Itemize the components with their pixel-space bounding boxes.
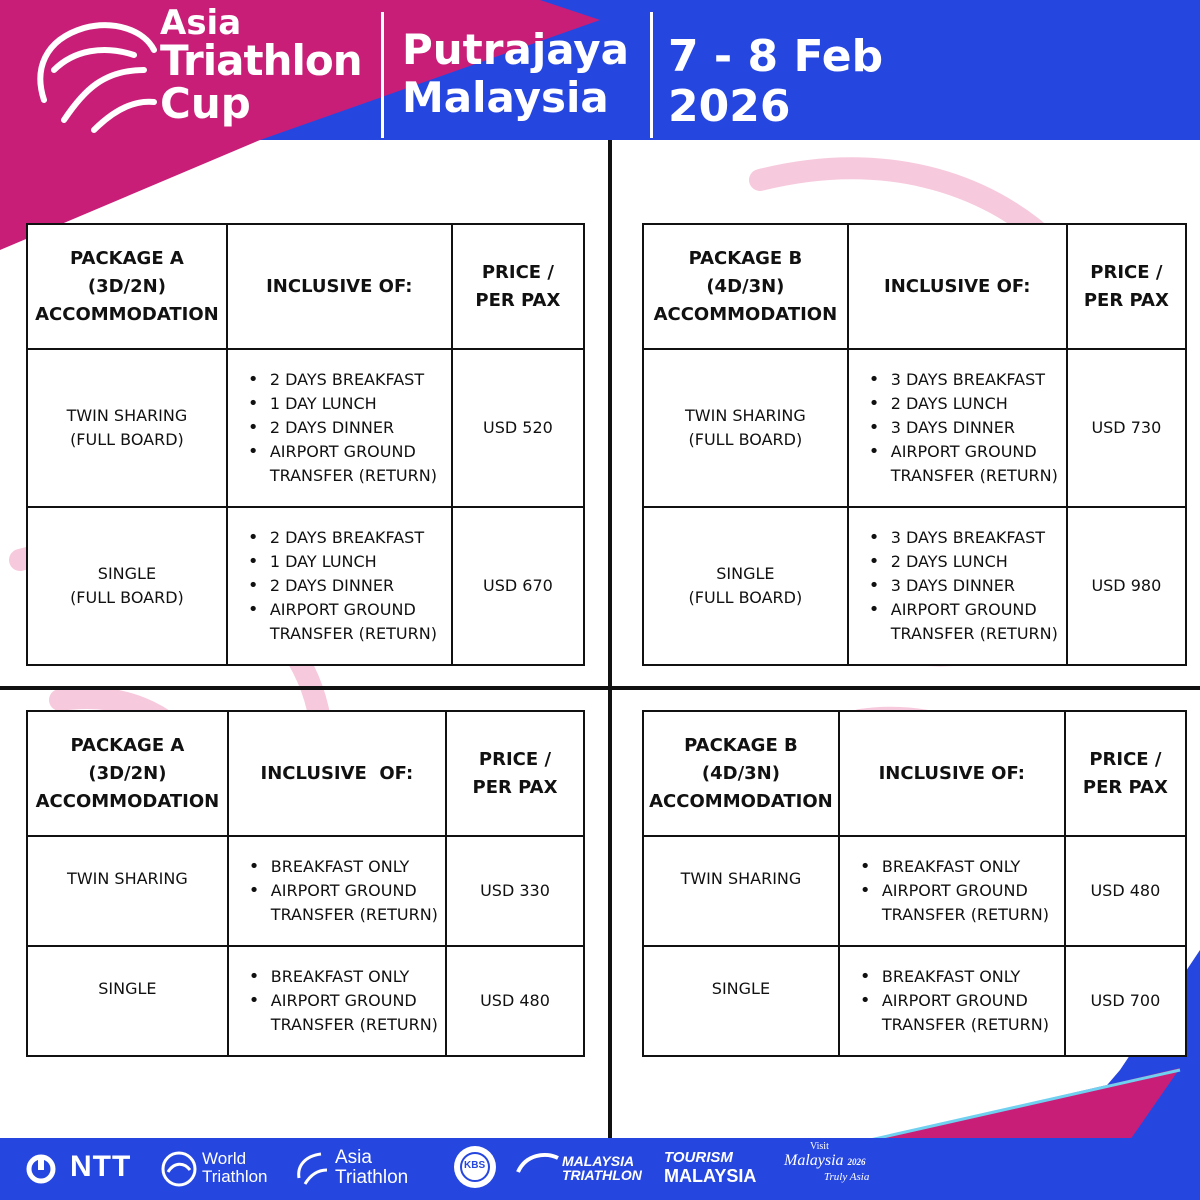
table-header-row	[643, 711, 1186, 836]
ntt-text: NTT	[70, 1150, 132, 1183]
tourism-malaysia-logo	[664, 1150, 756, 1186]
brand-line-3: Cup	[160, 79, 251, 128]
room-type: TWIN SHARING	[643, 836, 839, 946]
corner-magenta-shape	[870, 1068, 1200, 1140]
inclusions-list	[848, 349, 1067, 507]
package-name: PACKAGE B	[688, 247, 803, 269]
package-header	[27, 711, 228, 836]
malaysia-triathlon-text: MALAYSIA TRIATHLON	[562, 1153, 642, 1183]
table-row	[27, 507, 584, 665]
list-item: • 3 DAYS DINNER	[863, 574, 1066, 598]
package-name: PACKAGE B	[684, 734, 798, 756]
price-value: USD 730	[1067, 349, 1186, 507]
list-item: • AIRPORT GROUND TRANSFER (RETURN)	[243, 879, 445, 927]
package-accommodation: ACCOMMODATION	[653, 303, 838, 325]
inclusions-list	[228, 946, 446, 1056]
package-header	[643, 711, 839, 836]
inclusions-list	[839, 946, 1065, 1056]
brand-line-1: Asia	[160, 3, 242, 43]
package-header	[643, 224, 848, 349]
table-header-row	[27, 224, 584, 349]
inclusions-list	[227, 349, 452, 507]
world-triathlon-line-1: World	[202, 1149, 247, 1168]
visit-line-3: Truly Asia	[824, 1171, 870, 1183]
table-row	[643, 507, 1186, 665]
price-value: USD 700	[1065, 946, 1186, 1056]
price-header-line-1: PRICE /	[1090, 261, 1163, 283]
price-value: USD 980	[1067, 507, 1186, 665]
table-row	[643, 946, 1186, 1056]
price-header-line-1: PRICE /	[478, 748, 552, 770]
date-line-2: 2026	[668, 81, 791, 132]
room-type: TWIN SHARING	[27, 836, 228, 946]
malaysia-triathlon-swoosh-icon	[516, 1150, 560, 1180]
ntt-icon	[26, 1152, 56, 1186]
table-header-row	[643, 224, 1186, 349]
asia-triathlon-icon	[293, 1148, 331, 1188]
quadrant-divider-vertical	[608, 140, 612, 1138]
package-header	[27, 224, 227, 349]
inclusions-list	[227, 507, 452, 665]
brand-title	[160, 3, 362, 128]
table-header-row	[27, 711, 584, 836]
header-divider-1	[381, 12, 384, 138]
package-accommodation: ACCOMMODATION	[35, 790, 220, 812]
package-name: PACKAGE A	[70, 247, 184, 269]
price-header	[1067, 224, 1186, 349]
visit-line-1: Visit	[810, 1141, 829, 1152]
list-item: • 2 DAYS LUNCH	[863, 550, 1066, 574]
package-b-full-board-table	[642, 223, 1187, 666]
package-accommodation: ACCOMMODATION	[35, 303, 219, 325]
list-item: • 3 DAYS DINNER	[863, 416, 1066, 440]
table-row	[643, 836, 1186, 946]
package-name: PACKAGE A	[70, 734, 185, 756]
room-type: TWIN SHARING (FULL BOARD)	[27, 349, 227, 507]
event-location	[402, 26, 629, 122]
inclusions-list	[839, 836, 1065, 946]
list-item: • BREAKFAST ONLY	[243, 965, 445, 989]
list-item: • 2 DAYS BREAKFAST	[242, 368, 451, 392]
inclusive-header: INCLUSIVE OF:	[839, 711, 1065, 836]
table-row	[27, 836, 584, 946]
list-item: • BREAKFAST ONLY	[854, 855, 1064, 879]
location-line-1: Putrajaya	[402, 25, 629, 74]
event-date	[668, 32, 883, 132]
list-item: • AIRPORT GROUND TRANSFER (RETURN)	[854, 879, 1064, 927]
price-header-line-2: PER PAX	[472, 776, 558, 798]
price-header	[1065, 711, 1186, 836]
list-item: • AIRPORT GROUND TRANSFER (RETURN)	[863, 598, 1066, 646]
price-header-line-2: PER PAX	[1083, 289, 1169, 311]
package-duration: (4D/3N)	[706, 275, 785, 297]
price-header-line-2: PER PAX	[1082, 776, 1168, 798]
tourism-line-1: TOURISM	[664, 1149, 733, 1166]
list-item: • AIRPORT GROUND TRANSFER (RETURN)	[863, 440, 1066, 488]
package-b-breakfast-table	[642, 710, 1187, 1057]
list-item: • BREAKFAST ONLY	[243, 855, 445, 879]
table-row	[27, 349, 584, 507]
list-item: • AIRPORT GROUND TRANSFER (RETURN)	[242, 440, 451, 488]
price-header-line-1: PRICE /	[481, 261, 554, 283]
asia-triathlon-cup-logo-icon	[24, 10, 164, 138]
kbs-text: KBS	[464, 1160, 486, 1171]
package-a-full-board-table	[26, 223, 585, 666]
list-item: • 2 DAYS BREAKFAST	[242, 526, 451, 550]
price-header-line-2: PER PAX	[475, 289, 561, 311]
visit-line-2-group	[784, 1152, 869, 1171]
package-a-breakfast-table	[26, 710, 585, 1057]
inclusions-list	[228, 836, 446, 946]
inclusive-header: INCLUSIVE OF:	[227, 224, 452, 349]
price-value: USD 520	[452, 349, 584, 507]
list-item: • 3 DAYS BREAKFAST	[863, 526, 1066, 550]
room-type: SINGLE (FULL BOARD)	[27, 507, 227, 665]
list-item: • AIRPORT GROUND TRANSFER (RETURN)	[243, 989, 445, 1037]
world-triathlon-text	[202, 1150, 268, 1186]
visit-year: 2026	[847, 1157, 866, 1167]
table-row	[643, 349, 1186, 507]
room-type: SINGLE (FULL BOARD)	[643, 507, 848, 665]
visit-line-2: Malaysia	[784, 1152, 844, 1169]
asia-triathlon-line-1: Asia	[335, 1147, 372, 1168]
visit-malaysia-2026-logo	[784, 1142, 869, 1183]
price-header	[446, 711, 584, 836]
header-banner	[0, 0, 1200, 140]
room-type: SINGLE	[643, 946, 839, 1056]
list-item: • BREAKFAST ONLY	[854, 965, 1064, 989]
location-line-2: Malaysia	[402, 73, 609, 122]
package-accommodation: ACCOMMODATION	[649, 790, 833, 812]
header-divider-2	[650, 12, 653, 138]
package-duration: (3D/2N)	[88, 762, 167, 784]
asia-triathlon-text	[335, 1148, 408, 1188]
world-triathlon-line-2: Triathlon	[202, 1167, 268, 1186]
list-item: • 2 DAYS DINNER	[242, 416, 451, 440]
package-duration: (3D/2N)	[87, 275, 166, 297]
room-type: SINGLE	[27, 946, 228, 1056]
sponsor-footer	[0, 1138, 1200, 1200]
price-header	[452, 224, 584, 349]
quadrant-divider-horizontal	[0, 686, 1200, 690]
room-type: TWIN SHARING (FULL BOARD)	[643, 349, 848, 507]
inclusive-header: INCLUSIVE OF:	[228, 711, 446, 836]
list-item: • 3 DAYS BREAKFAST	[863, 368, 1066, 392]
list-item: • 1 DAY LUNCH	[242, 392, 451, 416]
table-row	[27, 946, 584, 1056]
list-item: • AIRPORT GROUND TRANSFER (RETURN)	[242, 598, 451, 646]
asia-triathlon-line-2: Triathlon	[335, 1167, 409, 1188]
price-header-line-1: PRICE /	[1089, 748, 1162, 770]
price-value: USD 480	[1065, 836, 1186, 946]
tourism-line-2: MALAYSIA	[664, 1166, 757, 1186]
package-duration: (4D/3N)	[701, 762, 780, 784]
list-item: • AIRPORT GROUND TRANSFER (RETURN)	[854, 989, 1064, 1037]
inclusive-header: INCLUSIVE OF:	[848, 224, 1067, 349]
inclusions-list	[848, 507, 1067, 665]
date-line-1: 7 - 8 Feb	[668, 31, 884, 82]
kbs-logo	[452, 1144, 498, 1195]
list-item: • 2 DAYS DINNER	[242, 574, 451, 598]
price-value: USD 480	[446, 946, 584, 1056]
price-value: USD 330	[446, 836, 584, 946]
price-value: USD 670	[452, 507, 584, 665]
list-item: • 1 DAY LUNCH	[242, 550, 451, 574]
world-triathlon-icon	[160, 1150, 198, 1188]
list-item: • 2 DAYS LUNCH	[863, 392, 1066, 416]
brand-line-2: Triathlon	[160, 36, 362, 85]
